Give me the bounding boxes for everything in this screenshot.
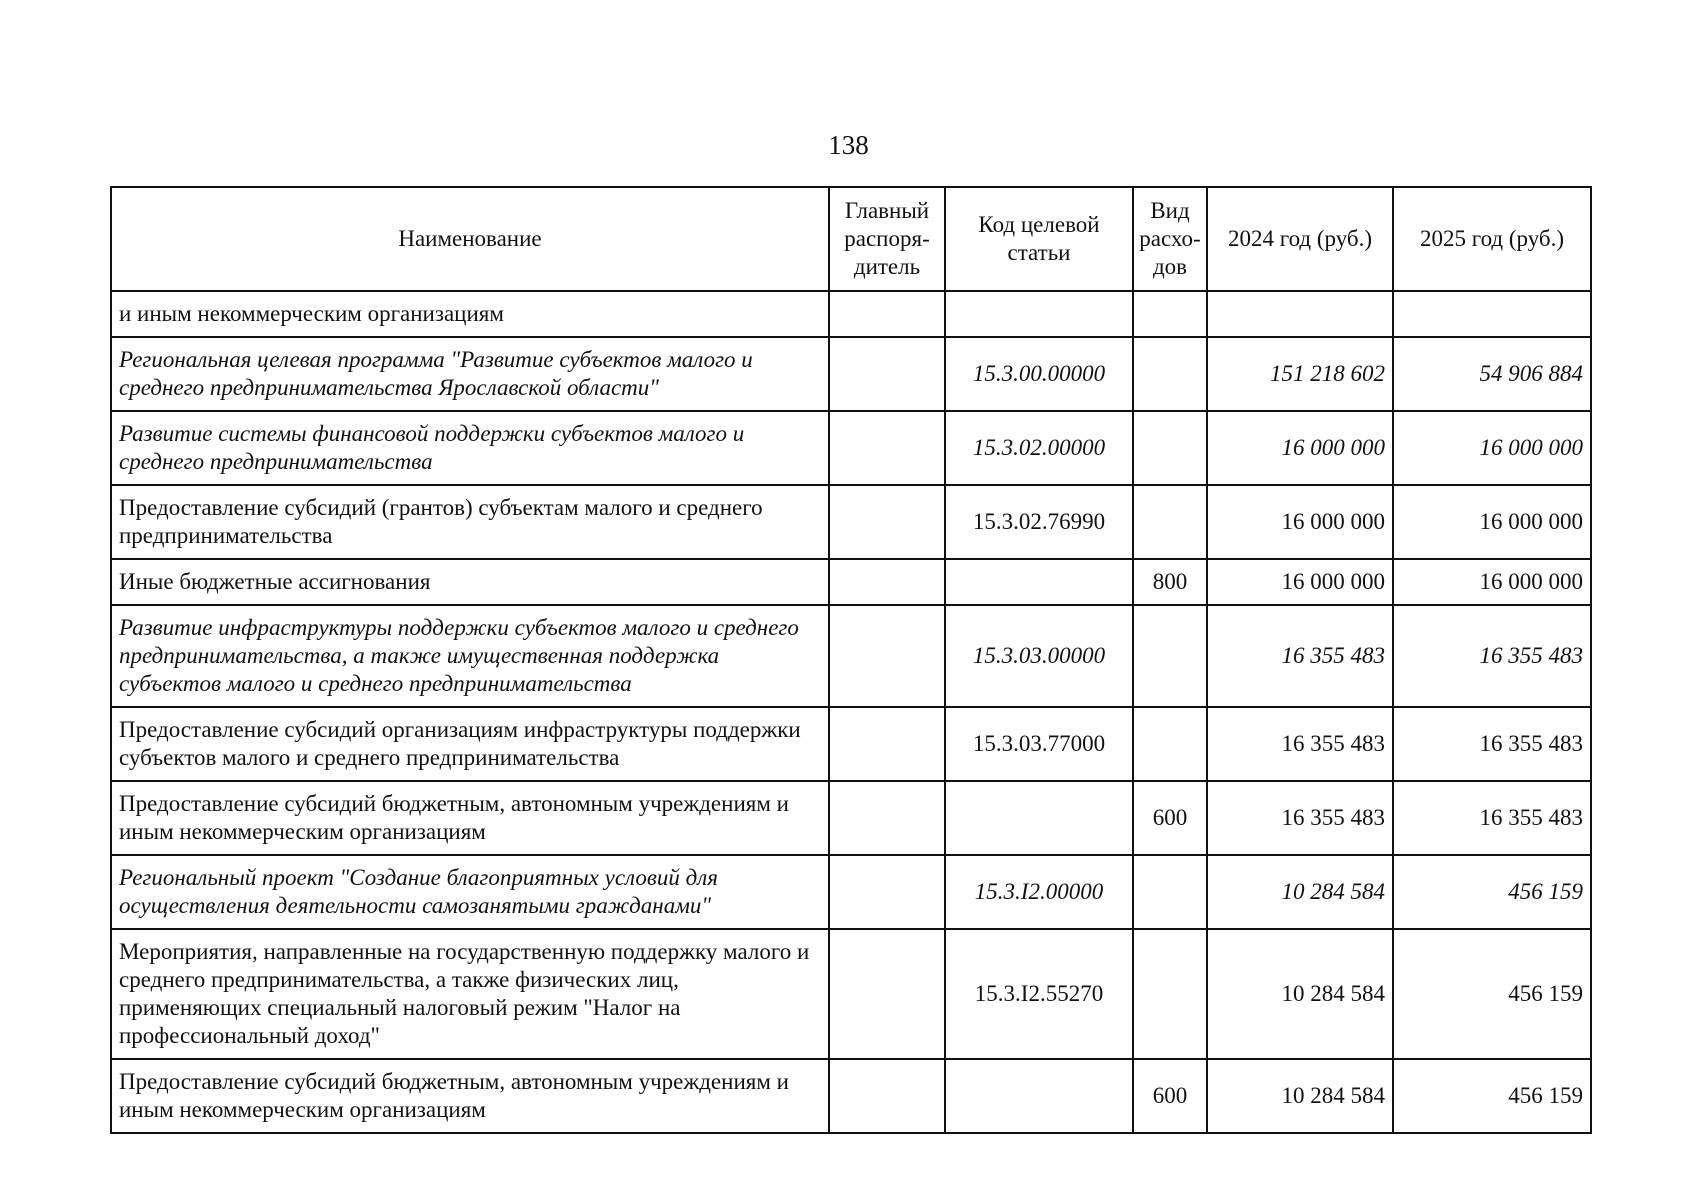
cell-2024: 16 355 483 (1207, 605, 1393, 707)
cell-code: 15.3.I2.00000 (945, 855, 1133, 929)
cell-manager (829, 855, 945, 929)
cell-name: Региональный проект "Создание благоприятных условий для осуществления деятельности самозанятыми гражданами" (111, 855, 829, 929)
cell-2025: 16 355 483 (1393, 781, 1591, 855)
cell-name: Региональная целевая программа "Развитие субъектов малого и среднего предпринимательства Ярославской области" (111, 337, 829, 411)
cell-2024: 10 284 584 (1207, 1059, 1393, 1133)
cell-2024: 16 000 000 (1207, 411, 1393, 485)
cell-manager (829, 559, 945, 605)
cell-type (1133, 337, 1207, 411)
cell-type (1133, 411, 1207, 485)
cell-code (945, 1059, 1133, 1133)
cell-manager (829, 605, 945, 707)
cell-type (1133, 485, 1207, 559)
cell-code: 15.3.03.77000 (945, 707, 1133, 781)
cell-2024: 10 284 584 (1207, 855, 1393, 929)
cell-type (1133, 707, 1207, 781)
table-row (111, 485, 1591, 559)
cell-2024: 16 355 483 (1207, 707, 1393, 781)
table-row (111, 781, 1591, 855)
header-2025: 2025 год (руб.) (1393, 187, 1591, 291)
cell-manager (829, 1059, 945, 1133)
table-row (111, 855, 1591, 929)
cell-2024: 10 284 584 (1207, 929, 1393, 1059)
table-row (111, 1059, 1591, 1133)
cell-2024: 16 355 483 (1207, 781, 1393, 855)
cell-name: Мероприятия, направленные на государственную поддержку малого и среднего предпринимательства, а также физических лиц, применяющих специальный налоговый режим "Налог на профессиональный доход" (111, 929, 829, 1059)
cell-2025: 456 159 (1393, 929, 1591, 1059)
cell-name: Предоставление субсидий организациям инфраструктуры поддержки субъектов малого и среднего предпринимательства (111, 707, 829, 781)
cell-code: 15.3.02.00000 (945, 411, 1133, 485)
cell-manager (829, 929, 945, 1059)
cell-manager (829, 411, 945, 485)
cell-2024: 151 218 602 (1207, 337, 1393, 411)
cell-name: Иные бюджетные ассигнования (111, 559, 829, 605)
cell-name: и иным некоммерческим организациям (111, 291, 829, 337)
cell-code: 15.3.00.00000 (945, 337, 1133, 411)
table-body (111, 291, 1591, 1133)
page-number: 138 (828, 130, 869, 160)
cell-manager (829, 485, 945, 559)
header-2024: 2024 год (руб.) (1207, 187, 1393, 291)
cell-2025: 456 159 (1393, 855, 1591, 929)
cell-2025 (1393, 291, 1591, 337)
cell-type: 800 (1133, 559, 1207, 605)
cell-2025: 16 000 000 (1393, 411, 1591, 485)
cell-2024: 16 000 000 (1207, 485, 1393, 559)
cell-manager (829, 707, 945, 781)
cell-2024 (1207, 291, 1393, 337)
cell-type (1133, 291, 1207, 337)
cell-code (945, 781, 1133, 855)
cell-type: 600 (1133, 1059, 1207, 1133)
cell-2025: 16 355 483 (1393, 707, 1591, 781)
header-code: Код целевой статьи (945, 187, 1133, 291)
cell-code (945, 291, 1133, 337)
cell-code: 15.3.03.00000 (945, 605, 1133, 707)
cell-type (1133, 605, 1207, 707)
table-row (111, 291, 1591, 337)
header-type: Вид расхо-дов (1133, 187, 1207, 291)
table-row (111, 929, 1591, 1059)
cell-2025: 16 355 483 (1393, 605, 1591, 707)
cell-manager (829, 291, 945, 337)
budget-table (110, 186, 1592, 1134)
table-row (111, 411, 1591, 485)
cell-manager (829, 337, 945, 411)
cell-type (1133, 929, 1207, 1059)
cell-name: Предоставление субсидий (грантов) субъектам малого и среднего предпринимательства (111, 485, 829, 559)
cell-2024: 16 000 000 (1207, 559, 1393, 605)
cell-name: Предоставление субсидий бюджетным, автономным учреждениям и иным некоммерческим организациям (111, 1059, 829, 1133)
cell-name: Развитие инфраструктуры поддержки субъектов малого и среднего предпринимательства, а также имущественная поддержка субъектов малого и среднего предпринимательства (111, 605, 829, 707)
cell-name: Предоставление субсидий бюджетным, автономным учреждениям и иным некоммерческим организациям (111, 781, 829, 855)
table-row (111, 605, 1591, 707)
cell-type (1133, 855, 1207, 929)
cell-name: Развитие системы финансовой поддержки субъектов малого и среднего предпринимательства (111, 411, 829, 485)
cell-manager (829, 781, 945, 855)
cell-code (945, 559, 1133, 605)
cell-code: 15.3.I2.55270 (945, 929, 1133, 1059)
table-row (111, 707, 1591, 781)
cell-2025: 16 000 000 (1393, 559, 1591, 605)
cell-2025: 16 000 000 (1393, 485, 1591, 559)
cell-type: 600 (1133, 781, 1207, 855)
cell-2025: 456 159 (1393, 1059, 1591, 1133)
table-row (111, 337, 1591, 411)
cell-2025: 54 906 884 (1393, 337, 1591, 411)
table-row (111, 559, 1591, 605)
header-name: Наименование (111, 187, 829, 291)
header-manager: Главный распоря-дитель (829, 187, 945, 291)
cell-code: 15.3.02.76990 (945, 485, 1133, 559)
header-row (111, 187, 1591, 291)
